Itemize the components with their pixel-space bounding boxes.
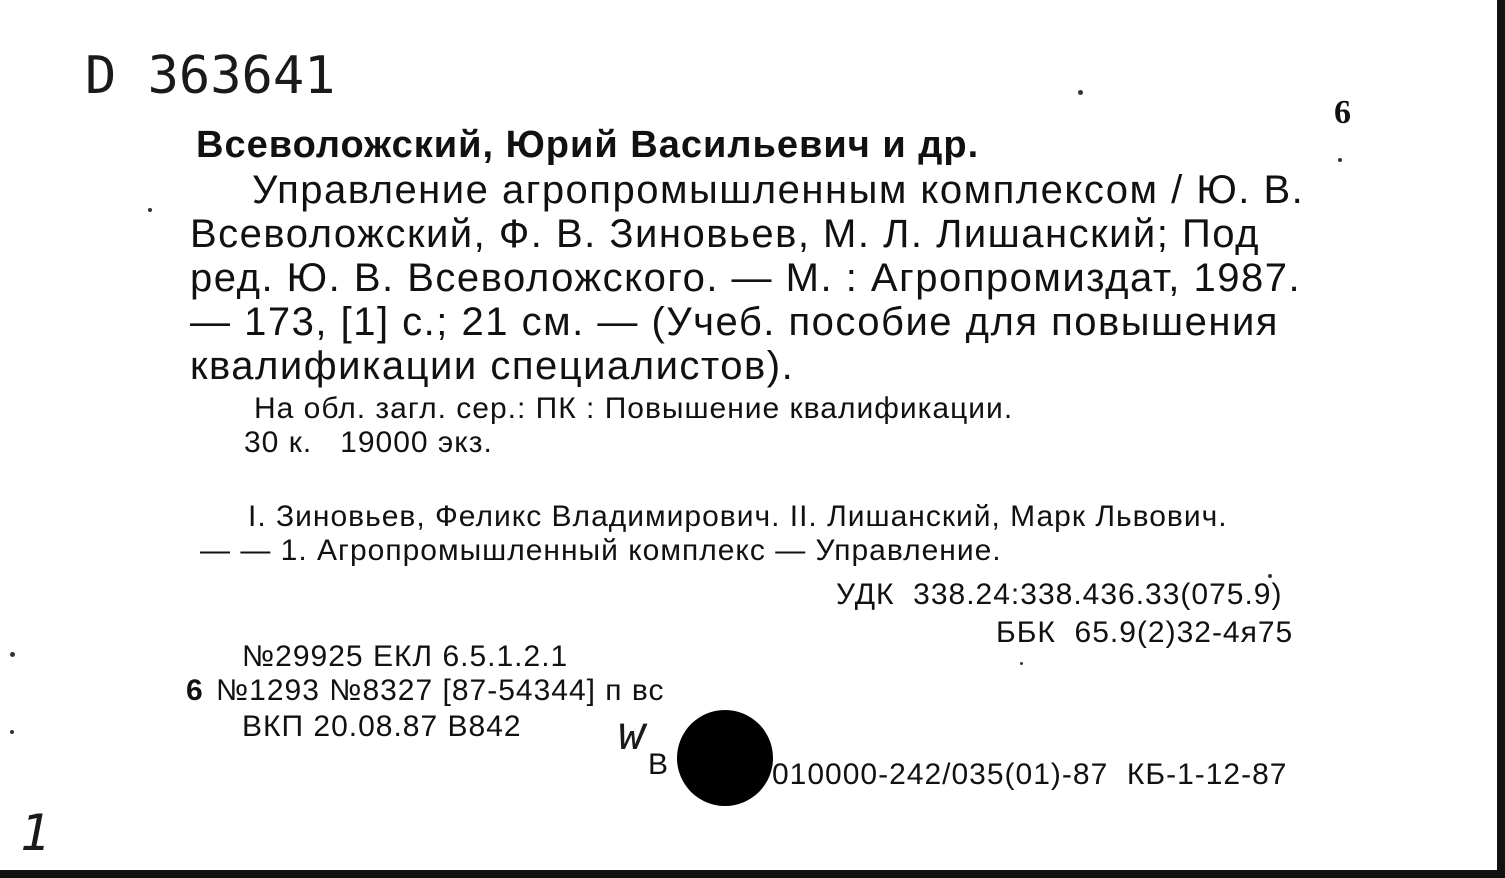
- code-line: 010000-242/035(01)-87 КБ-1-12-87: [772, 758, 1288, 791]
- description-line: квалификации специалистов).: [190, 344, 795, 388]
- speck: [1268, 574, 1272, 578]
- speck: [1078, 90, 1083, 95]
- handwritten-page-number: 1: [20, 804, 51, 862]
- code-prefix: В: [648, 748, 670, 781]
- speck: [1338, 158, 1342, 162]
- corner-number: 6: [1334, 94, 1351, 131]
- tracing-line: — — 1. Агропромышленный комплекс — Управление.: [200, 534, 1002, 567]
- bbk-code: ББК 65.9(2)32-4я75: [996, 616, 1294, 649]
- udk-code: УДК 338.24:338.436.33(075.9): [836, 578, 1283, 611]
- description-line: ред. Ю. В. Всеволожского. — М. : Агропромиздат, 1987.: [190, 256, 1302, 300]
- call-number: D 363641: [85, 46, 336, 106]
- speck: [1020, 662, 1023, 665]
- description-line: Всеволожский, Ф. В. Зиновьев, М. Л. Лишанский; Под: [190, 212, 1260, 256]
- punch-hole: [677, 710, 773, 806]
- series-note: На обл. загл. сер.: ПК : Повышение квалификации.: [254, 392, 1014, 425]
- description-line: — 173, [1] с.; 21 см. — (Учеб. пособие для повышения: [190, 300, 1279, 344]
- author-heading: Всеволожский, Юрий Васильевич и др.: [196, 124, 980, 166]
- price-copies: 30 к. 19000 экз.: [244, 426, 493, 459]
- record-ids: №1293 №8327 [87-54344] п вс: [216, 674, 665, 707]
- handwritten-mark: w: [618, 706, 646, 760]
- tracing-line: I. Зиновьев, Феликс Владимирович. II. Лишанский, Марк Львович.: [248, 500, 1228, 533]
- description-line: Управление агропромышленным комплексом / Ю. В.: [252, 168, 1305, 212]
- speck: [10, 730, 14, 734]
- record-date: ВКП 20.08.87 В842: [242, 710, 522, 743]
- speck: [148, 208, 152, 212]
- record-prefix: 6: [186, 674, 204, 707]
- speck: [10, 652, 15, 657]
- record-number: №29925 ЕКЛ 6.5.1.2.1: [242, 640, 569, 673]
